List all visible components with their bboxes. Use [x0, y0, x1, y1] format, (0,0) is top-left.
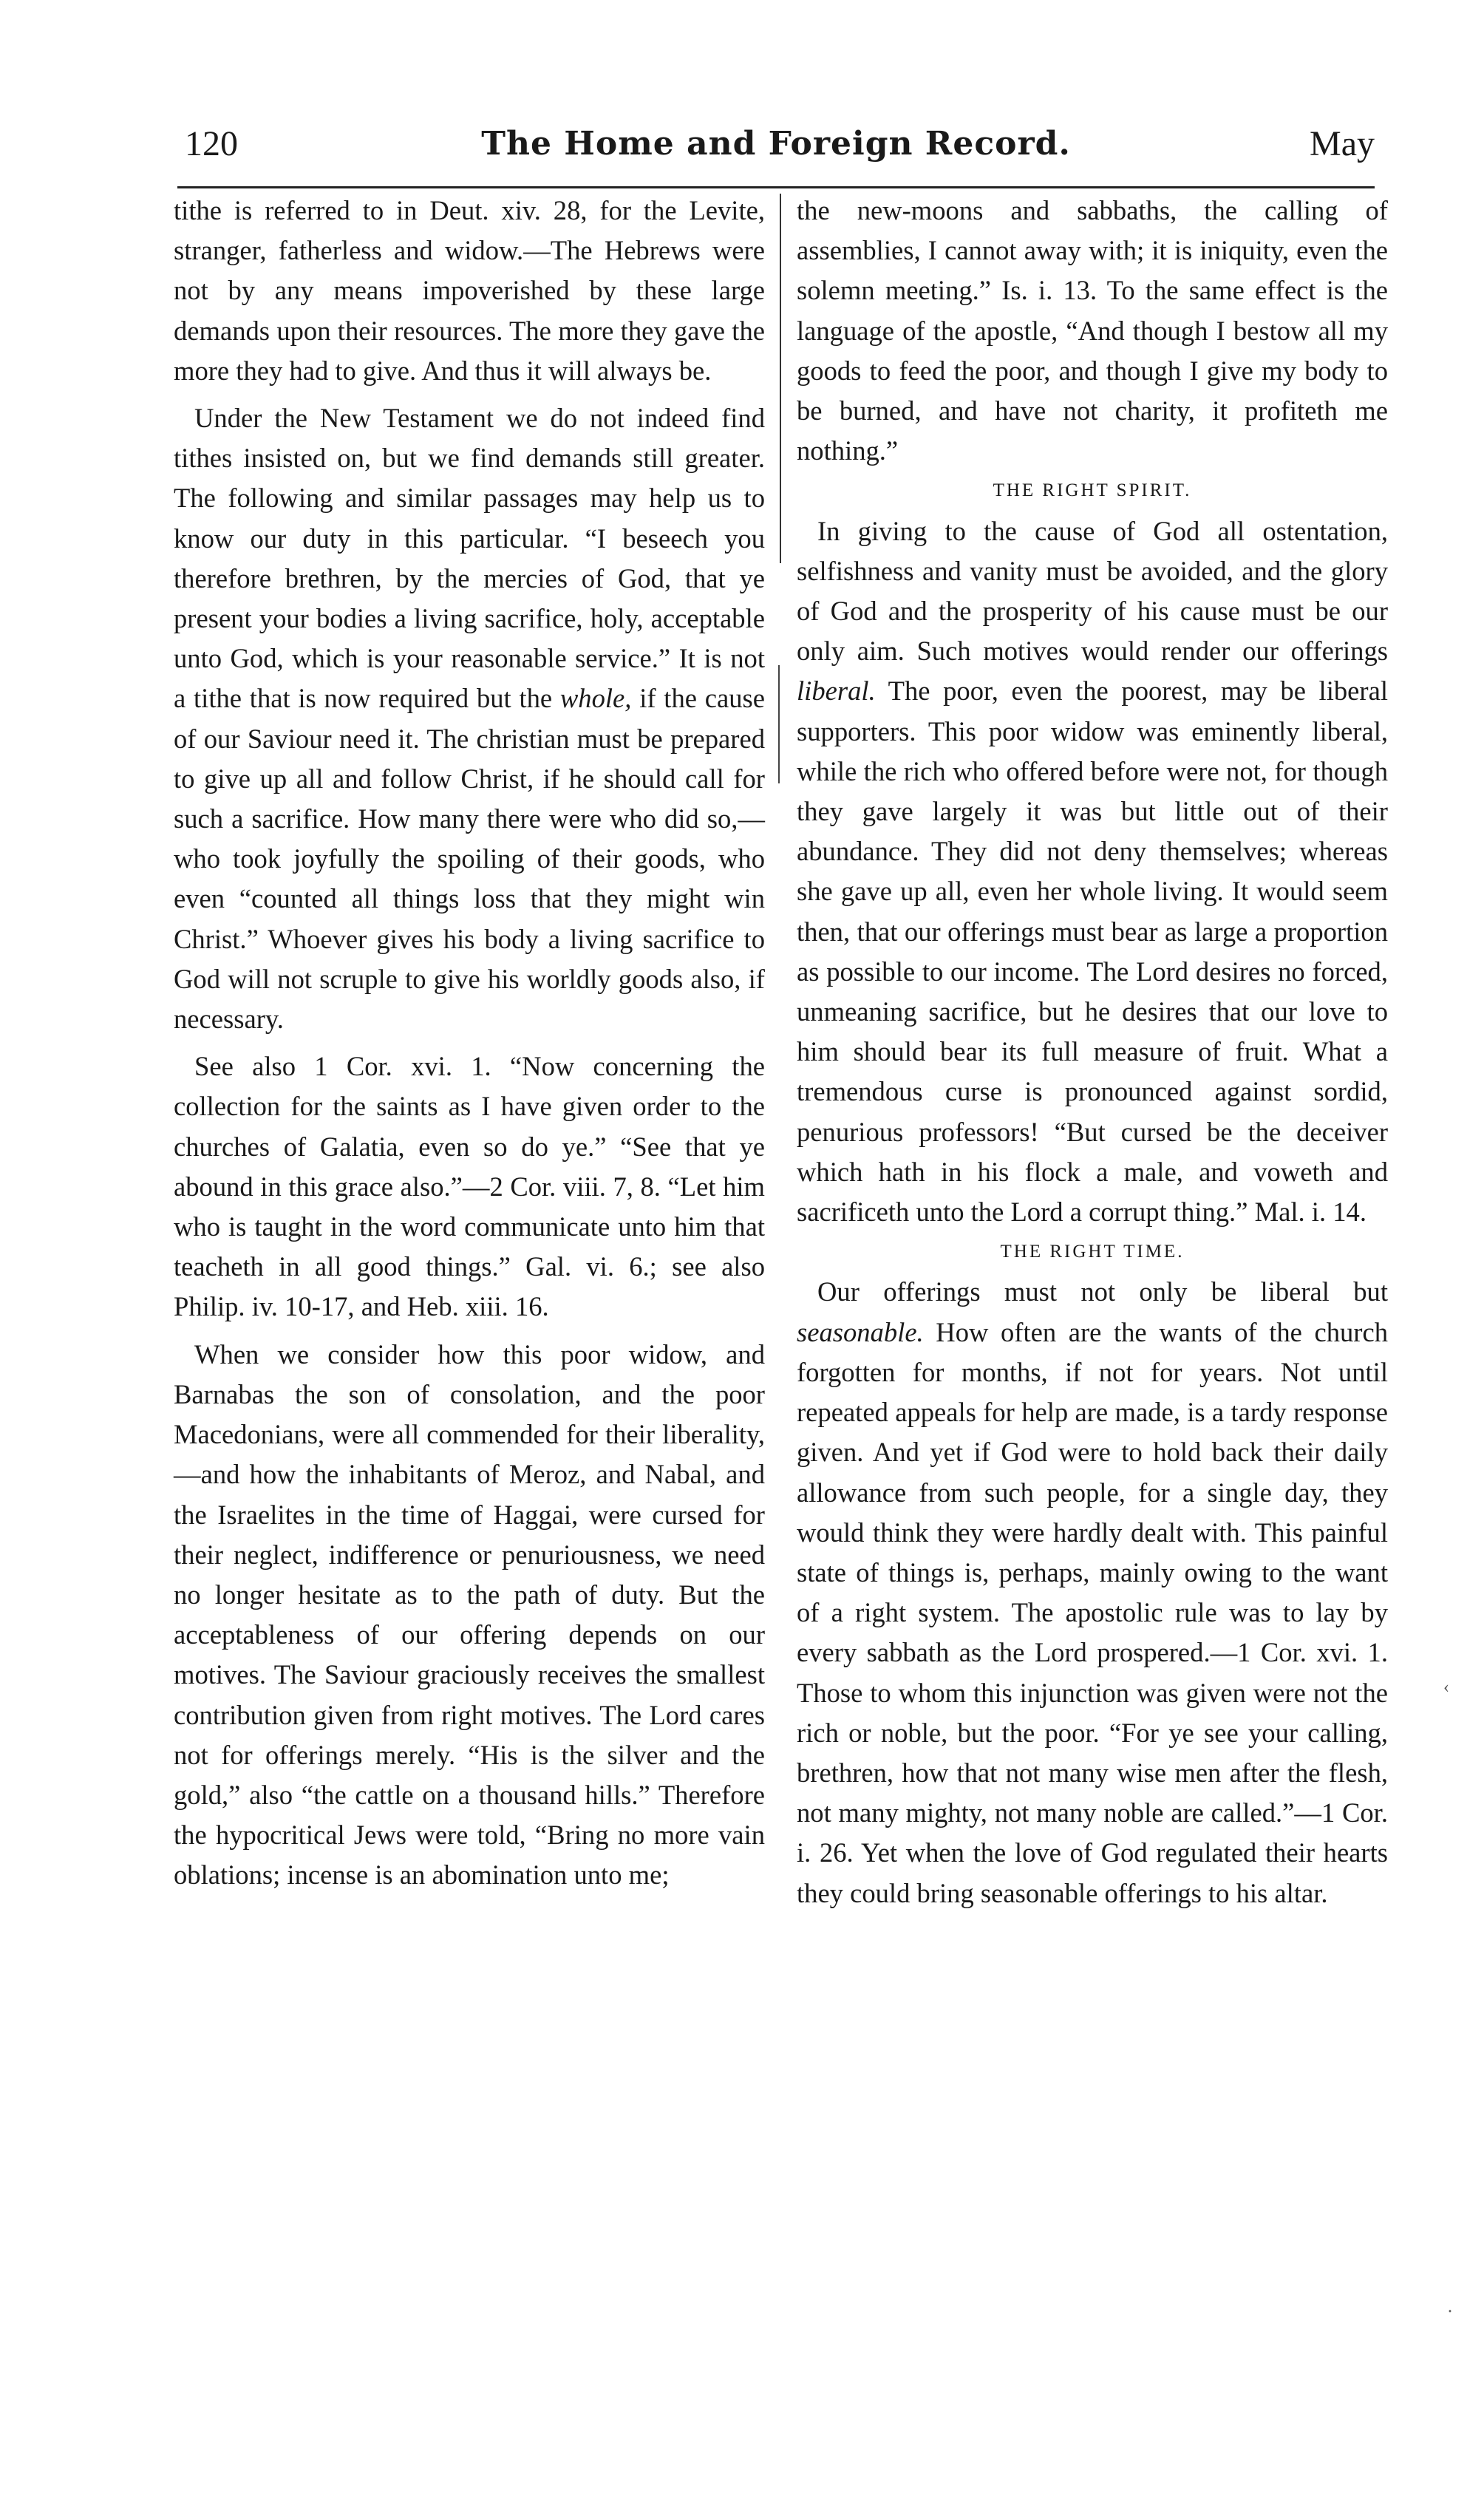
- paragraph: [797, 511, 1388, 1233]
- column-divider: [780, 194, 781, 563]
- margin-mark: ‹: [1443, 1678, 1449, 1697]
- emphasis: whole,: [559, 683, 632, 714]
- margin-mark: ·: [1447, 2302, 1453, 2321]
- paragraph: the new-moons and sabbaths, the calling of assemblies, I cannot away with; it is iniquity, even the solemn meeting.” Is. i. 13. To the same effect is the language of the apostle, “And though I bestow all my goods to feed the poor, and though I give my body to be burned, and have not charity, it profiteth me nothing.”: [797, 195, 1388, 466]
- section-heading: THE RIGHT SPIRIT.: [993, 480, 1192, 501]
- section-heading: THE RIGHT TIME.: [1000, 1242, 1185, 1262]
- left-column: [174, 191, 765, 1896]
- column-divider: [778, 665, 780, 783]
- emphasis: seasonable.: [797, 1316, 924, 1347]
- text-run: if the cause of our Saviour need it. The christian must be prepared to give up all and follow Christ, if he should call for such a sacrifice. How many there were who did so,—who took joyfully the spoiling of their goods, who even “counted all things loss that they might win Christ.” Whoever gives his body a living sacrifice to God will not scruple to give his worldly goods also, if necessary.: [174, 683, 765, 1035]
- text-run: Our offerings must not only be liberal but: [817, 1276, 1388, 1307]
- paragraph: [797, 1272, 1388, 1913]
- running-head: [177, 118, 1375, 170]
- page-number: 120: [185, 124, 238, 163]
- paragraph: When we consider how this poor widow, and Barnabas the son of consolation, and the poor Macedonians, were all commended for their liberality,—and how the inhabitants of Meroz, and Nabal, and the Israelites in the time of Haggai, were cursed for their neglect, indifference or penuriousness, we need no longer hesitate as to the path of duty. But the acceptableness of our offering depends on our motives. The Saviour graciously receives the smallest contribution given from right motives. The Lord cares not for offerings merely. “His is the silver and the gold,” also “the cattle on a thousand hills.” Therefore the hypocritical Jews were told, “Bring no more vain oblations; incense is an abomination unto me;: [174, 1338, 765, 1891]
- journal-title: The Home and Foreign Record.: [481, 125, 1071, 163]
- text-run: In giving to the cause of God all ostentation, selfishness and vanity must be avoided, and the glory of God and the prosperity of his cause must be our only aim. Such motives would render our offerings: [797, 515, 1388, 667]
- right-column: [797, 191, 1388, 1913]
- paragraph: [174, 398, 765, 1039]
- text-run: Under the New Testament we do not indeed find tithes insisted on, but we find demands still greater. The following and similar passages may help us to know our duty in this particular. “I beseech you therefore brethren, by the mercies of God, that ye present your bodies a living sacrifice, holy, acceptable unto God, which is your reasonable service.” It is not a tithe that is now required but the: [174, 403, 765, 714]
- header-rule: [177, 186, 1375, 188]
- emphasis: liberal.: [797, 676, 876, 707]
- paragraph: tithe is referred to in Deut. xiv. 28, for the Levite, stranger, fatherless and widow.—The Hebrews were not by any means impoverished by these large demands upon their resources. The more they gave the more they had to give. And thus it will always be.: [174, 195, 765, 386]
- text-run: How often are the wants of the church forgotten for months, if not for years. Not until repeated appeals for help are made, is a tardy response given. And yet if God were to hold back their daily allowance from such people, for a single day, they would think they were hardly dealt with. This painful state of things is, perhaps, mainly owing to the want of a right system. The apostolic rule was to lay by every sabbath as the Lord prospered.—1 Cor. xvi. 1. Those to whom this injunction was given were not the rich or noble, but the poor. “For ye see your calling, brethren, how that not many wise men after the flesh, not many mighty, not many noble are called.”—1 Cor. i. 26. Yet when the love of God regulated their hearts they could bring seasonable offerings to his altar.: [797, 1316, 1388, 1908]
- issue-month: May: [1310, 124, 1375, 163]
- paragraph: See also 1 Cor. xvi. 1. “Now concerning the collection for the saints as I have given order to the churches of Galatia, even so do ye.” “See that ye abound in this grace also.”—2 Cor. viii. 7, 8. “Let him who is taught in the word communicate unto him that teacheth in all good things.” Gal. vi. 6.; see also Philip. iv. 10-17, and Heb. xiii. 16.: [174, 1051, 765, 1322]
- text-run: The poor, even the poorest, may be liberal supporters. This poor widow was eminently liberal, while the rich who offered before were not, for though they gave largely it was but little out of their abundance. They did not deny themselves; whereas she gave up all, even her whole living. It would seem then, that our offerings must bear as large a proportion as possible to our income. The Lord desires no forced, unmeaning sacrifice, but he desires that our love to him should bear its full measure of fruit. What a tremendous curse is pronounced against sordid, penurious professors! “But cursed be the deceiver which hath in his flock a male, and voweth and sacrificeth unto the Lord a corrupt thing.” Mal. i. 14.: [797, 676, 1388, 1228]
